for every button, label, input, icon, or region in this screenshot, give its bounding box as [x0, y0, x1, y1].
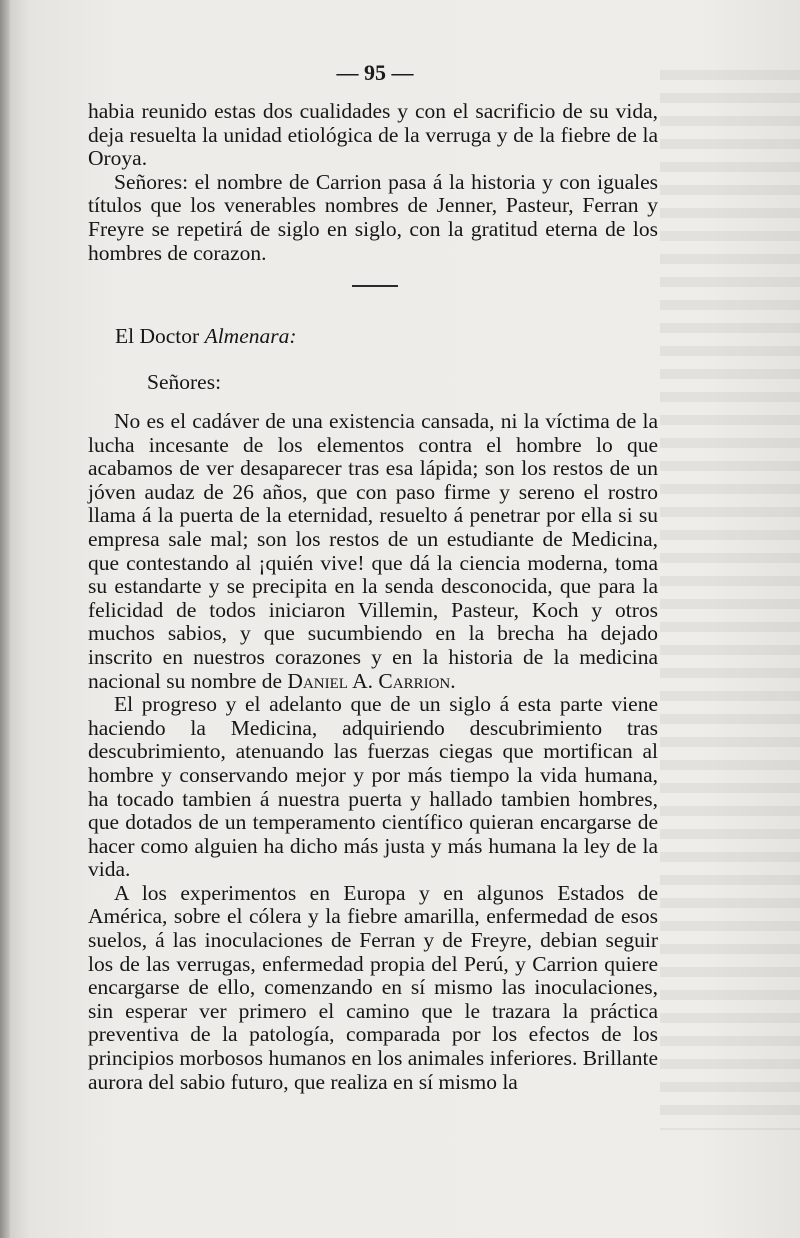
- paragraph-progreso: El progreso y el adelanto que de un siglo á esta parte viene haciendo la Medicina, adquiriendo descubrimiento tras descubrimiento, atenuando las fuerzas ciegas que mortifican al hombre y conservando mejor y por más tiempo la vida humana, ha tocado tambien á nuestra puerta y hallado tambien hombres, que dotados de un temperamento científico quieran encargarse de hacer como alguien ha dicho más justa y más humana la ley de la vida.: [88, 692, 658, 882]
- salutation: Señores:: [147, 370, 222, 394]
- page-spine-shadow: [0, 0, 10, 1238]
- paragraph-cadaver-text: No es el cadáver de una existencia cansada, ni la víctima de la lucha incesante de los elementos contra el hombre lo que acabamos de ver desaparecer tras esa lápida; son los restos de un jóven audaz de 26 años, que con paso firme y sereno el rostro llama á la puerta de la eternidad, resuelto á penetrar por ella si su empresa sale mal; son los restos de un estudiante de Medicina, que contestando al ¡quién vive! que dá la ciencia moderna, toma su estandarte y se precipita en la senda desconocida, que para la felicidad de todos iniciaron Villemin, Pasteur, Koch y otros muchos sabios, y que sucumbiendo en la brecha ha dejado inscrito en nuestros corazones y en la historia de la medicina nacional su nombre de: [88, 409, 658, 693]
- speaker-prefix: El Doctor: [115, 324, 200, 348]
- paragraph-continuation: habia reunido estas dos cualidades y con el sacrificio de su vida, deja resuelta la unidad etiológica de la verruga y de la fiebre de la Oroya.: [88, 99, 658, 171]
- show-through-text: [660, 70, 800, 1130]
- paragraph-carrion-history: Señores: el nombre de Carrion pasa á la historia y con iguales títulos que los venerables nombres de Jenner, Pasteur, Ferran y Freyre se repetirá de siglo en siglo, con la gratitud eterna de los hombres de corazon.: [88, 169, 658, 265]
- main-text-block: [88, 410, 658, 1094]
- name-daniel-carrion: Daniel A. Carrion.: [287, 668, 456, 693]
- section-divider: [352, 285, 398, 287]
- paragraph-cadaver: [88, 410, 658, 693]
- paragraph-experimentos: A los experimentos en Europa y en algunos Estados de América, sobre el cólera y la fiebre amarilla, enfermedad de esos suelos, á las inoculaciones de Ferran y de Freyre, debian seguir los de las verrugas, enfermedad propia del Perú, y Carrion quiere encargarse de ello, comenzando en sí mismo las inoculaciones, sin esperar ver primero el camino que le trazara la práctica preventiva de la patología, comparada por los efectos de los principios morbosos humanos en los animales inferiores. Brillante aurora del sabio futuro, que realiza en sí mismo la: [88, 880, 658, 1094]
- top-text-block: [88, 100, 658, 265]
- page-number: — 95 —: [336, 60, 414, 85]
- speaker-name: Almenara:: [204, 324, 297, 348]
- speaker-heading: [115, 324, 297, 349]
